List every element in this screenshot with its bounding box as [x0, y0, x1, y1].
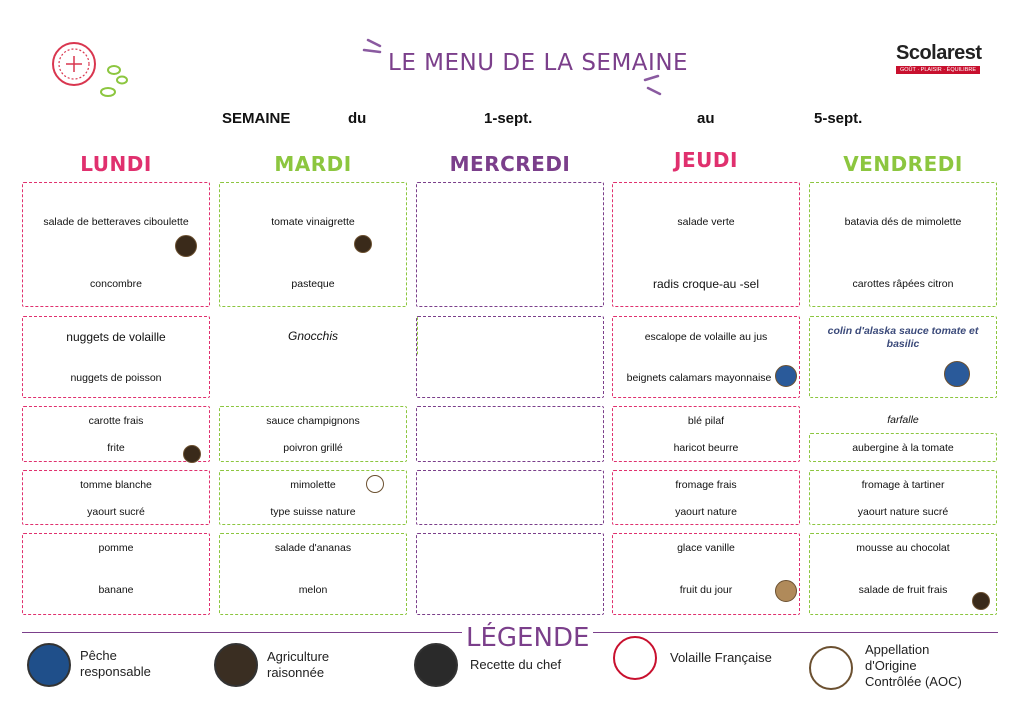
menu-item: mousse au chocolat — [856, 542, 950, 554]
volaille-icon — [613, 636, 657, 680]
day-header-mercredi: MERCREDI — [449, 152, 571, 176]
menu-item: glace vanille — [677, 542, 735, 554]
chef-icon — [775, 580, 797, 602]
lundi-plat-box — [22, 316, 210, 398]
menu-item: banane — [98, 584, 134, 596]
chef-icon — [414, 643, 458, 687]
menu-item: salade d'ananas — [274, 542, 352, 554]
menu-item: salade de betteraves ciboulette — [43, 216, 189, 228]
peche-icon — [944, 361, 970, 387]
menu-item: tomate vinaigrette — [271, 216, 355, 228]
menu-item: escalope de volaille au jus — [644, 331, 768, 343]
chef-icon — [175, 235, 197, 257]
lundi-dessert-box — [22, 533, 210, 615]
menu-item: aubergine à la tomate — [852, 442, 954, 454]
peche-icon — [27, 643, 71, 687]
legend-label-volaille: Volaille Française — [670, 650, 772, 665]
menu-item: fromage à tartiner — [861, 479, 945, 491]
legend-title: LÉGENDE — [462, 623, 593, 653]
menu-item: yaourt sucré — [87, 506, 145, 518]
legend-label-agriculture: Agriculture raisonnée — [267, 649, 330, 680]
menu-item: pomme — [98, 542, 134, 554]
lundi-entree-box — [22, 182, 210, 307]
lundi-laitage-box — [22, 470, 210, 525]
brand-logo — [896, 42, 980, 74]
menu-item: mimolette — [290, 479, 336, 491]
page-title: LE MENU DE LA SEMAINE — [388, 50, 689, 76]
week-label: SEMAINE — [222, 110, 291, 127]
menu-item: haricot beurre — [673, 442, 739, 454]
jeudi-laitage-box — [612, 470, 800, 525]
menu-item: pasteque — [291, 278, 335, 290]
jeudi-plat-box — [612, 316, 800, 398]
menu-item: tomme blanche — [80, 479, 152, 491]
chef-icon — [183, 445, 201, 463]
mercredi-dessert-box — [416, 533, 604, 615]
menu-item: sauce champignons — [266, 415, 360, 427]
volaille-icon — [775, 365, 797, 387]
jeudi-dessert-box — [612, 533, 800, 615]
vendredi-acc-top — [809, 406, 997, 432]
menu-item: frite — [107, 442, 125, 454]
day-header-lundi: LUNDI — [80, 152, 152, 176]
jeudi-accompagnement-box — [612, 406, 800, 462]
menu-item: batavia dés de mimolette — [844, 216, 962, 228]
menu-item: nuggets de volaille — [66, 330, 166, 344]
stamp-logo-icon — [48, 40, 132, 102]
menu-item: carottes râpées citron — [852, 278, 954, 290]
menu-item: poivron grillé — [283, 442, 343, 454]
menu-item: Gnocchis — [287, 329, 339, 343]
mercredi-accompagnement-box — [416, 406, 604, 462]
chef-icon — [972, 592, 990, 610]
vendredi-laitage-box — [809, 470, 997, 525]
menu-item: beignets calamars mayonnaise — [626, 372, 772, 384]
legend-label-peche: Pêche responsable — [80, 648, 151, 679]
week-du: du — [348, 110, 367, 127]
mardi-accompagnement-box — [219, 406, 407, 462]
vendredi-plat-box — [809, 316, 997, 398]
week-start-date: 1-sept. — [484, 110, 533, 127]
menu-item: yaourt nature — [675, 506, 737, 518]
menu-item: carotte frais — [88, 415, 144, 427]
menu-item: fromage frais — [675, 479, 737, 491]
mardi-dessert-box — [219, 533, 407, 615]
day-header-mardi: MARDI — [274, 152, 352, 176]
menu-item: farfalle — [887, 414, 919, 426]
mardi-entree-box — [219, 182, 407, 307]
chef-icon — [354, 235, 372, 253]
aoc-icon — [366, 475, 384, 493]
mercredi-laitage-box — [416, 470, 604, 525]
mercredi-entree-box — [416, 182, 604, 307]
mardi-laitage-box — [219, 470, 407, 525]
menu-item: salade verte — [677, 216, 735, 228]
agriculture-icon — [214, 643, 258, 687]
week-au: au — [697, 110, 715, 127]
day-header-vendredi: VENDREDI — [843, 152, 963, 176]
menu-item: blé pilaf — [687, 415, 725, 427]
menu-item: fruit du jour — [679, 584, 733, 596]
legend-label-aoc: Appellation d'Origine Contrôlée (AOC) — [865, 642, 962, 689]
vendredi-accompagnement-box — [809, 433, 997, 462]
jeudi-entree-box — [612, 182, 800, 307]
vendredi-entree-box — [809, 182, 997, 307]
menu-item: colin d'alaska sauce tomate et basilic — [827, 325, 979, 350]
day-header-jeudi: JEUDI — [674, 148, 738, 172]
mercredi-plat-box — [416, 316, 604, 398]
mardi-plat-area — [219, 316, 407, 356]
menu-item: melon — [298, 584, 328, 596]
aoc-icon — [809, 646, 853, 690]
menu-item: yaourt nature sucré — [857, 506, 949, 518]
vendredi-dessert-box — [809, 533, 997, 615]
menu-item: radis croque-au -sel — [652, 277, 760, 291]
week-end-date: 5-sept. — [814, 110, 863, 127]
menu-item: concombre — [90, 278, 142, 290]
menu-item: nuggets de poisson — [70, 372, 162, 384]
brand-tagline: GOÛT · PLAISIR · ÉQUILIBRE — [896, 66, 980, 74]
legend-label-chef: Recette du chef — [470, 657, 562, 672]
menu-item: type suisse nature — [270, 506, 356, 518]
brand-name: Scolarest — [896, 42, 982, 64]
lundi-accompagnement-box — [22, 406, 210, 462]
menu-item: salade de fruit frais — [858, 584, 948, 596]
